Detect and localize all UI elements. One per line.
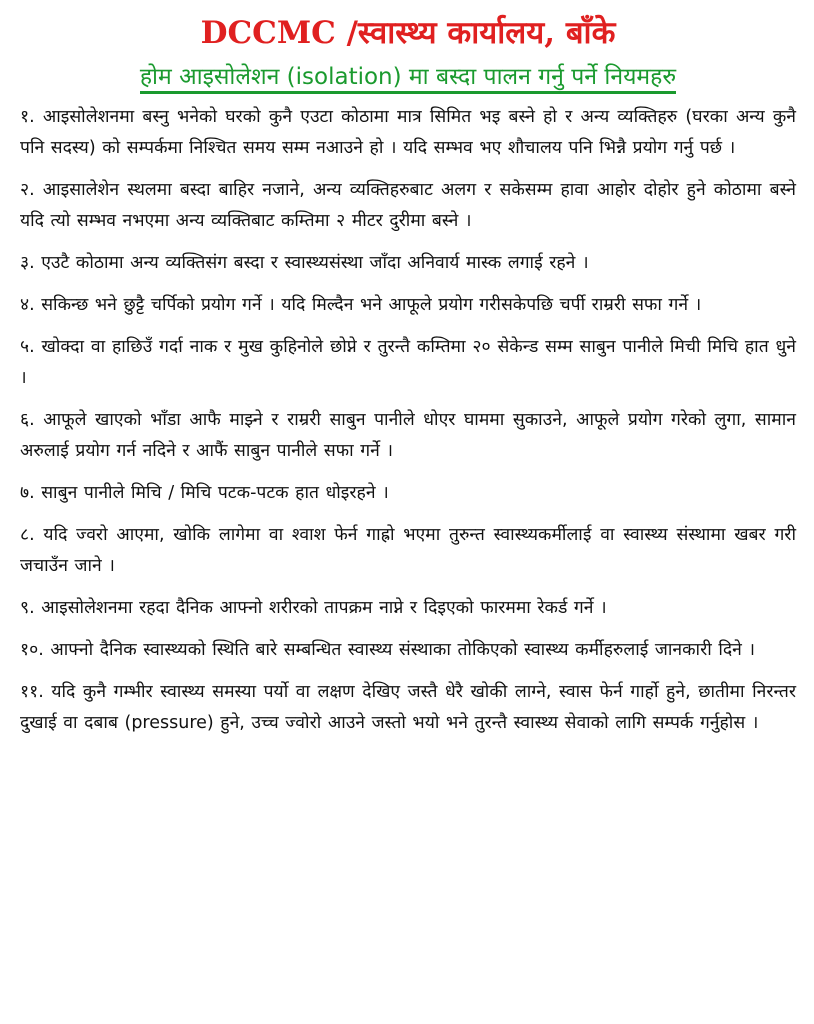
rule-item-8: ८. यदि ज्वरो आएमा, खोकि लागेमा वा श्वाश फेर्न गाह्रो भएमा तुरुन्त स्वास्थ्यकर्मीलाई वा स्वास्थ्य संस्थामा खबर गरी जचाउँन जाने । xyxy=(20,525,796,576)
page-subtitle-wrap xyxy=(20,62,796,94)
rule-item-9: ९. आइसोलेशनमा रहदा दैनिक आफ्नो शरीरको तापक्रम नाप्ने र दिइएको फारममा रेकर्ड गर्ने । xyxy=(20,598,607,618)
rule-item-3: ३. एउटै कोठामा अन्य व्यक्तिसंग बस्दा र स्वास्थ्यसंस्था जाँदा अनिवार्य मास्क लगाई रहने । xyxy=(20,253,589,273)
rule-item-10: १०. आफ्नो दैनिक स्वास्थ्यको स्थिति बारे सम्बन्धित स्वास्थ्य संस्थाका तोकिएको स्वास्थ्य कर्मीहरुलाई जानकारी दिने । xyxy=(20,640,756,660)
rules-list xyxy=(20,102,796,739)
rule-item-6: ६. आफूले खाएको भाँडा आफै माझ्ने र राम्ररी साबुन पानीले धोएर घाममा सुकाउने, आफूले प्रयोग गरेको लुगा, सामान अरुलाई प्रयोग गर्न नदिने र आफैं साबुन पानीले सफा गर्ने । xyxy=(20,410,796,461)
rule-item-11: ११. यदि कुनै गम्भीर स्वास्थ्य समस्या पर्यो वा लक्षण देखिए जस्तै धेरै खोकी लाग्ने, स्वास फेर्न गार्हो हुने, छातीमा निरन्तर दुखाई वा दबाब (pressure) हुने, उच्च ज्वोरो आउने जस्तो भयो भने तुरन्तै स्वास्थ्य सेवाको लागि सम्पर्क गर्नुहोस । xyxy=(20,682,796,733)
page-title: DCCMC /स्वास्थ्य कार्यालय, बाँके xyxy=(200,15,616,51)
page-subtitle: होम आइसोलेशन (isolation) मा बस्दा पालन गर्नु पर्ने नियमहरु xyxy=(140,64,676,94)
rule-item-7: ७. साबुन पानीले मिचि / मिचि पटक-पटक हात धोइरहने । xyxy=(20,483,389,503)
rule-item-4: ४. सकिन्छ भने छुट्टै चर्पिको प्रयोग गर्ने । यदि मिल्दैन भने आफूले प्रयोग गरीसकेपछि चर्पी राम्ररी सफा गर्ने । xyxy=(20,295,702,315)
rule-item-5: ५. खोक्दा वा हाछिउँ गर्दा नाक र मुख कुहिनोले छोप्ने र तुरन्तै कम्तिमा २० सेकेन्ड सम्म साबुन पानीले मिची मिचि हात धुने । xyxy=(20,337,796,388)
rule-item-1: १. आइसोलेशनमा बस्नु भनेको घरको कुनै एउटा कोठामा मात्र सिमित भइ बस्ने हो र अन्य व्यक्तिहरु (घरका अन्य कुनै पनि सदस्य) को सम्पर्कमा निश्चित समय सम्म नआउने हो । यदि सम्भव भए शौचालय पनि भिन्नै प्रयोग गर्नु पर्छ । xyxy=(20,107,796,158)
rule-item-2: २. आइसालेशेन स्थलमा बस्दा बाहिर नजाने, अन्य व्यक्तिहरुबाट अलग र सकेसम्म हावा आहोर दोहोर हुने कोठामा बस्ने यदि त्यो सम्भव नभएमा अन्य व्यक्तिबाट कम्तिमा २ मीटर दुरीमा बस्ने । xyxy=(20,180,796,231)
